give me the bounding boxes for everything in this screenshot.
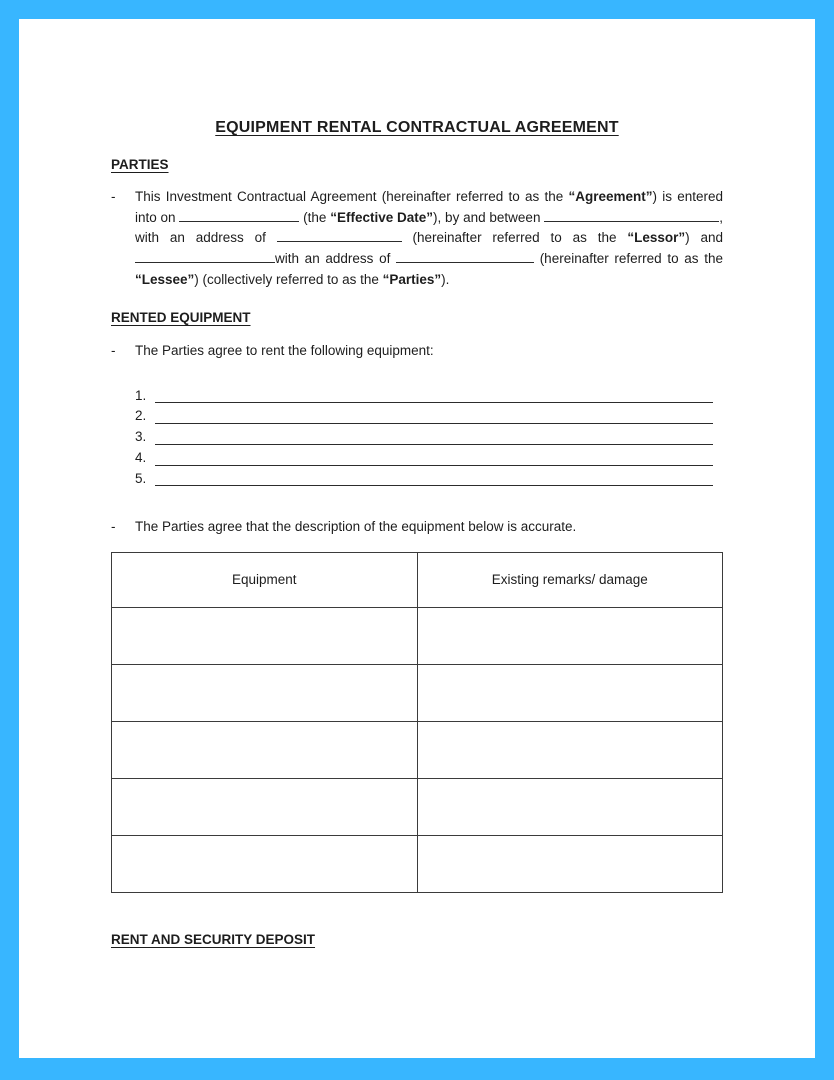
defined-term: “Agreement” [568,189,653,205]
fill-in-blank [544,209,719,222]
empty-cell [112,721,418,778]
defined-term: “Lessor” [627,230,686,246]
equipment-list-item [135,406,713,427]
defined-term: “Lessee” [135,271,195,287]
empty-cell [112,607,418,664]
defined-term: “Effective Date” [330,209,434,225]
fill-in-line [155,423,713,424]
empty-cell [417,835,723,892]
parties-clause [111,187,723,290]
clause-text: with an address of [275,250,397,266]
clause-text: ), by and between [433,209,545,225]
empty-cell [417,778,723,835]
empty-cell [417,607,723,664]
rented-equipment-intro-text: The Parties agree to rent the following equipment: [135,342,434,358]
fill-in-line [155,402,713,403]
document-content [19,19,815,951]
equipment-table-empty-row [112,835,723,892]
equipment-column-header: Equipment [112,552,418,607]
fill-in-blank [396,250,534,263]
accuracy-bullet-text: The Parties agree that the description of the equipment below is accurate. [135,519,577,535]
bullet-dash-marker: - [111,519,116,535]
clause-text: (hereinafter referred to as the [534,250,723,266]
empty-cell [112,664,418,721]
equipment-list-item [135,385,713,406]
fill-in-blank [135,250,275,263]
document-page [19,19,815,1058]
clause-text: ). [441,271,450,287]
empty-cell [417,721,723,778]
empty-cell [417,664,723,721]
equipment-table-empty-row [112,778,723,835]
fill-in-line [155,465,713,466]
clause-text: , with an address of [135,209,724,246]
equipment-blank-list [111,385,723,489]
equipment-list-item [135,448,713,469]
defined-term: “Parties” [382,271,442,287]
rented-equipment-intro-bullet [111,341,723,362]
section-heading-rent-security-deposit: RENT AND SECURITY DEPOSIT [111,931,316,947]
empty-cell [112,778,418,835]
clause-text: (hereinafter referred to as the [401,230,628,246]
equipment-description-table [111,552,723,893]
clause-text: ) and [685,230,723,246]
list-number: 4. [135,449,147,465]
bullet-dash-marker: - [111,342,116,358]
list-number: 1. [135,387,147,403]
fill-in-blank [277,229,402,242]
fill-in-line [155,444,713,445]
equipment-table-empty-row [112,721,723,778]
clause-text: (the [299,209,331,225]
equipment-table-header-row [112,552,723,607]
clause-text: ) is entered into on [135,189,723,225]
fill-in-blank [179,209,299,222]
equipment-table-empty-row [112,607,723,664]
accuracy-bullet [111,517,723,538]
equipment-table-empty-row [112,664,723,721]
document-title: EQUIPMENT RENTAL CONTRACTUAL AGREEMENT [215,119,619,136]
list-number: 2. [135,408,147,424]
clause-text: This Investment Contractual Agreement (hereinafter referred to as the [135,189,569,205]
section-heading-rented-equipment: RENTED EQUIPMENT [111,310,251,326]
list-number: 5. [135,470,147,486]
bullet-dash-marker: - [111,189,116,205]
remarks-column-header: Existing remarks/ damage [417,552,723,607]
equipment-list-item [135,427,713,448]
list-number: 3. [135,429,147,445]
clause-text: ) (collectively referred to as the [194,271,383,287]
equipment-list-item [135,469,713,490]
empty-cell [112,835,418,892]
equipment-table-body [112,607,723,892]
fill-in-line [155,485,713,486]
parties-clause-text [135,187,723,290]
section-heading-parties: PARTIES [111,156,169,172]
